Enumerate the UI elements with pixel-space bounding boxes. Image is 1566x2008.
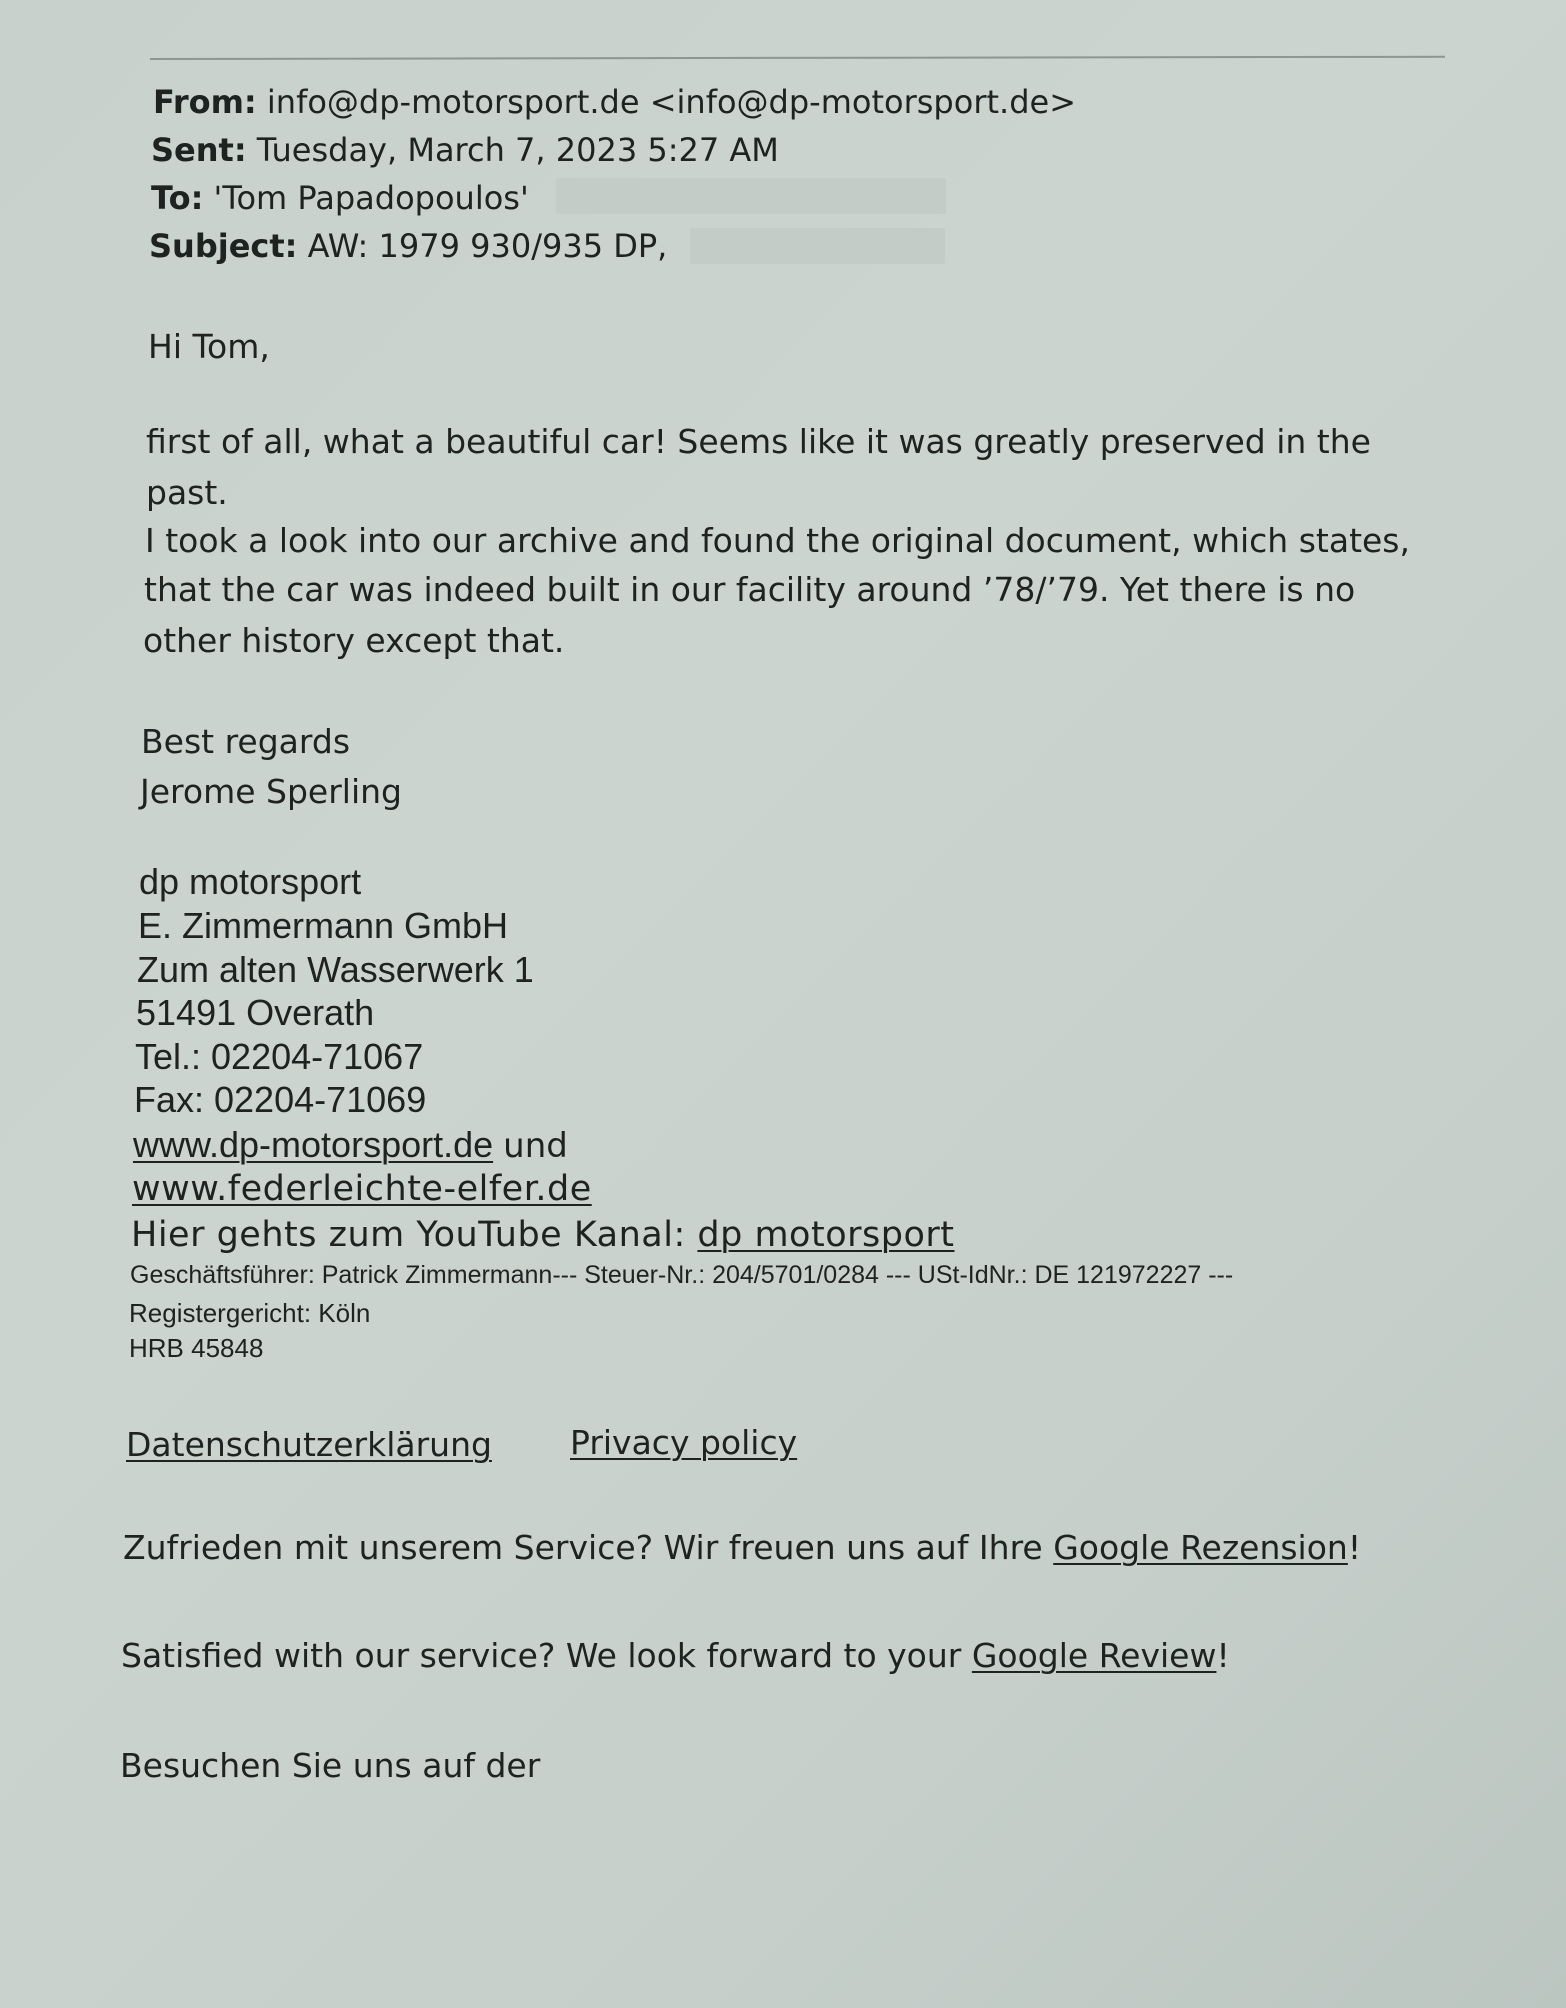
to-line (151, 179, 529, 217)
closing: Best regards (141, 722, 351, 761)
und-text: und (503, 1126, 568, 1166)
german-review-line (123, 1528, 1362, 1567)
legal-name: E. Zimmermann GmbH (138, 905, 509, 946)
german-review-exclaim: ! (1347, 1528, 1362, 1567)
to-value: 'Tom Papadopoulos' (213, 179, 529, 217)
telephone: Tel.: 02204-71067 (135, 1036, 424, 1077)
datenschutz-link[interactable]: Datenschutzerklärung (126, 1425, 492, 1464)
to-redaction (556, 178, 946, 214)
sender-name: Jerome Sperling (140, 772, 402, 811)
subject-redaction (690, 228, 945, 264)
header-divider (150, 56, 1445, 60)
city-address: 51491 Overath (136, 992, 375, 1033)
subject-line (149, 227, 668, 265)
from-value: info@dp-motorsport.de <info@dp-motorsport.de> (266, 83, 1076, 121)
english-review-text: Satisfied with our service? We look forward to your (121, 1636, 972, 1675)
website-line (133, 1124, 568, 1166)
german-review-text: Zufrieden mit unserem Service? Wir freuen uns auf Ihre (123, 1528, 1054, 1567)
visit-us-text: Besuchen Sie uns auf der (120, 1746, 541, 1785)
privacy-policy-link[interactable]: Privacy policy (570, 1423, 798, 1462)
body-line-4: that the car was indeed built in our facility around ’78/’79. Yet there is no (144, 570, 1356, 609)
to-label: To: (151, 179, 204, 217)
google-rezension-link[interactable]: Google Rezension (1053, 1528, 1348, 1567)
fax: Fax: 02204-71069 (134, 1079, 427, 1120)
subject-label: Subject: (149, 227, 298, 265)
youtube-line (131, 1215, 955, 1255)
from-label: From: (153, 83, 257, 121)
body-line-3: I took a look into our archive and found the original document, which states, (145, 521, 1410, 560)
website-link-federleichte[interactable]: www.federleichte-elfer.de (132, 1169, 592, 1209)
youtube-text: Hier gehts zum YouTube Kanal: (131, 1215, 686, 1255)
greeting: Hi Tom, (148, 327, 270, 366)
sent-line (151, 131, 779, 169)
company-name: dp motorsport (139, 861, 362, 902)
sent-label: Sent: (151, 131, 247, 169)
website-link-dp-motorsport[interactable]: www.dp-motorsport.de (133, 1124, 494, 1165)
legal-line-3: HRB 45848 (129, 1333, 264, 1363)
body-line-1: first of all, what a beautiful car! Seems like it was greatly preserved in the (146, 422, 1371, 461)
youtube-channel-link[interactable]: dp motorsport (697, 1215, 955, 1255)
google-review-link[interactable]: Google Review (971, 1636, 1217, 1675)
body-line-2: past. (146, 473, 228, 512)
legal-line-1: Geschäftsführer: Patrick Zimmermann--- Steuer-Nr.: 204/5701/0284 --- USt-IdNr.: DE 121972227 --- (130, 1261, 1234, 1289)
english-review-exclaim: ! (1216, 1636, 1230, 1675)
street-address: Zum alten Wasserwerk 1 (137, 949, 534, 990)
subject-value: AW: 1979 930/935 DP, (307, 227, 668, 265)
legal-line-2: Registergericht: Köln (129, 1298, 371, 1328)
body-line-5: other history except that. (143, 621, 565, 660)
sent-value: Tuesday, March 7, 2023 5:27 AM (256, 131, 779, 169)
from-line (153, 83, 1076, 121)
english-review-line (121, 1636, 1230, 1675)
